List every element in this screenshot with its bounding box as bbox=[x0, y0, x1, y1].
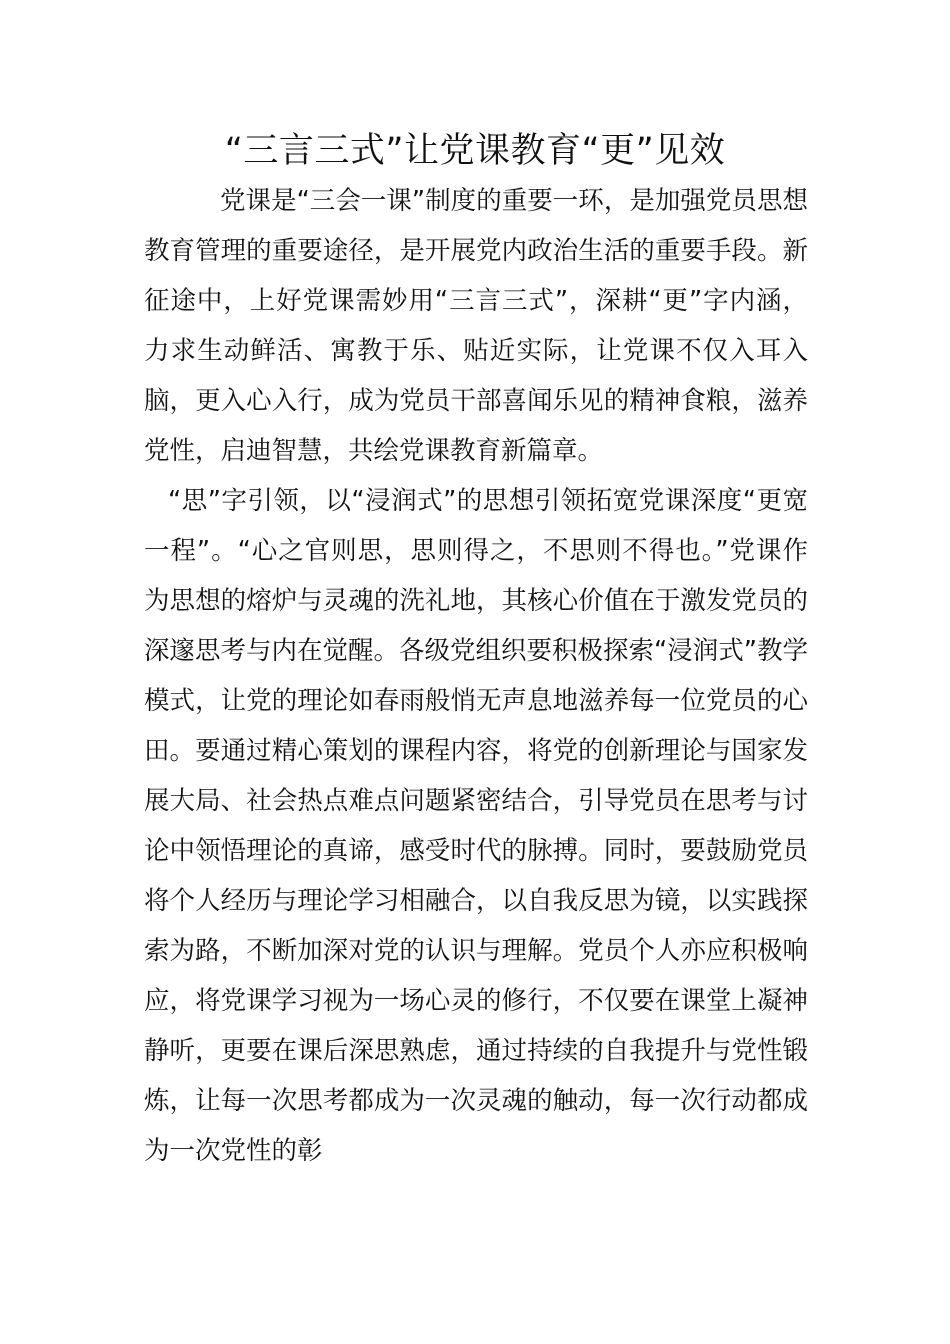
paragraph-thought: “思”字引领，以“浸润式”的思想引领拓宽党课深度“更宽一程”。“心之官则思，思则得之，不思则不得也。”党课作为思想的熔炉与灵魂的洗礼地，其核心价值在于激发党员的深邃思考与内在觉醒。各级党组织要积极探索“浸润式”教学模式，让党的理论如春雨般悄无声息地滋养每一位党员的心田。要通过精心策划的课程内容，将党的创新理论与国家发展大局、社会热点难点问题紧密结合，引导党员在思考与讨论中领悟理论的真谛，感受时代的脉搏。同时，要鼓励党员将个人经历与理论学习相融合，以自我反思为镜，以实践探索为路，不断加深对党的认识与理解。党员个人亦应积极响应，将党课学习视为一场心灵的修行，不仅要在课堂上凝神静听，更要在课后深思熟虑，通过持续的自我提升与党性锻炼，让每一次思考都成为一次灵魂的触动，每一次行动都成为一次党性的彰 bbox=[144, 486, 808, 1166]
document-title: “三言三式”让党课教育“更”见效 bbox=[224, 131, 726, 171]
paragraph-intro: 党课是“三会一课”制度的重要一环，是加强党员思想教育管理的重要途径，是开展党内政治生活的重要手段。新征途中，上好党课需妙用“三言三式”，深耕“更”字内涵，力求生动鲜活、寓教于乐、贴近实际，让党课不仅入耳入脑，更入心入行，成为党员干部喜闻乐见的精神食粮，滋养党性，启迪智慧，共绘党课教育新篇章。 bbox=[144, 186, 808, 466]
document-body bbox=[144, 176, 808, 1176]
